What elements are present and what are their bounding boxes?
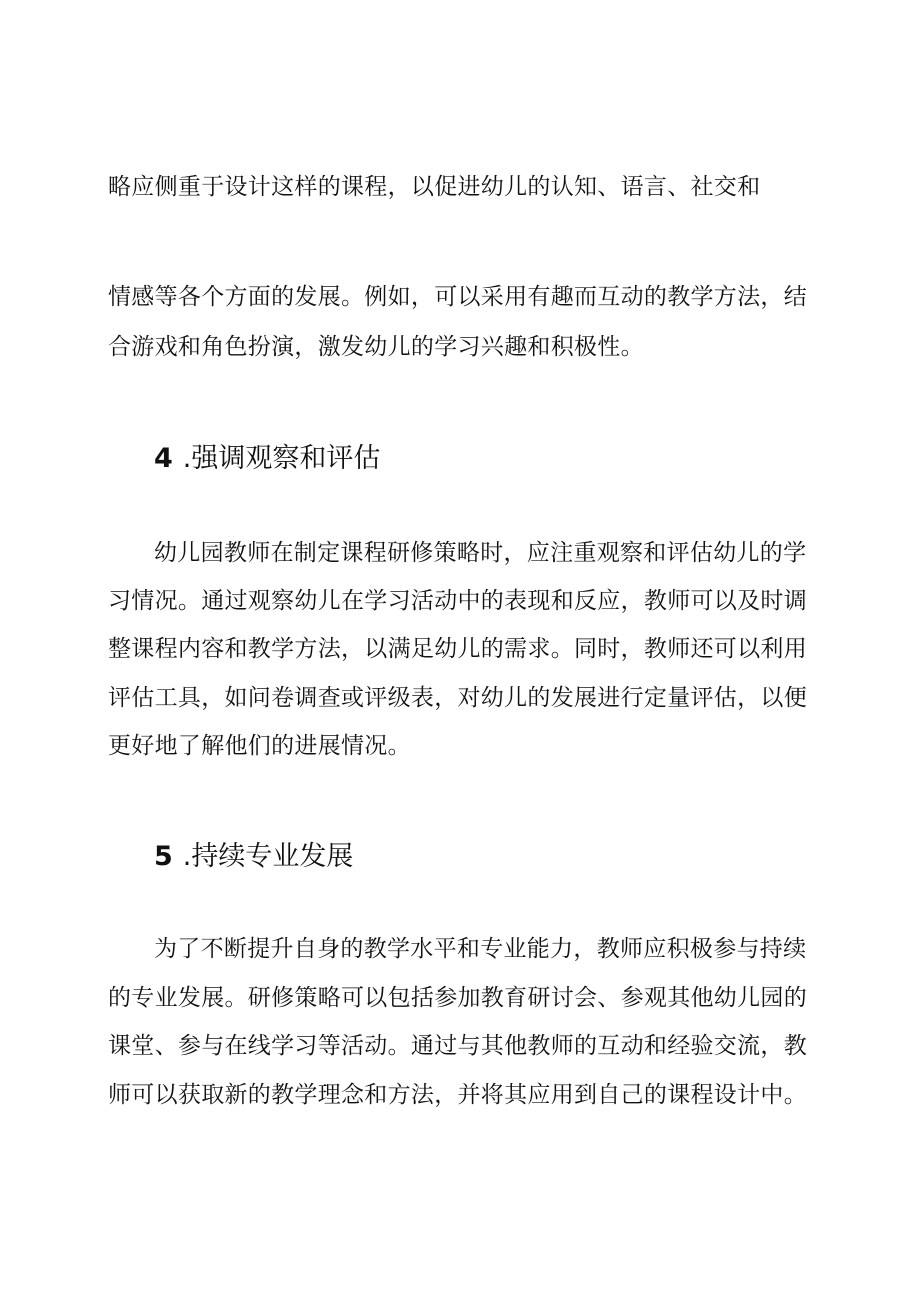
section-number: 5 xyxy=(154,841,173,872)
paragraph-line: 评估工具，如问卷调查或评级表，对幼儿的发展进行定量评估，以便 xyxy=(108,685,807,711)
section-heading-5 xyxy=(154,840,353,874)
paragraph-line: 习情况。通过观察幼儿在学习活动中的表现和反应，教师可以及时调 xyxy=(108,588,807,614)
paragraph-line: 为了不断提升自身的教学水平和专业能力，教师应积极参与持续 xyxy=(154,936,807,962)
paragraph-line: 合游戏和角色扮演，激发幼儿的学习兴趣和积极性。 xyxy=(108,334,644,360)
paragraph-line: 略应侧重于设计这样的课程，以促进幼儿的认知、语言、社交和 xyxy=(108,174,761,200)
paragraph-line: 更好地了解他们的进展情况。 xyxy=(108,733,411,759)
paragraph-line: 师可以获取新的教学理念和方法，并将其应用到自己的课程设计中。 xyxy=(108,1082,807,1108)
section-title: .持续专业发展 xyxy=(182,841,354,872)
section-title: .强调观察和评估 xyxy=(182,443,381,474)
paragraph-line: 课堂、参与在线学习等活动。通过与其他教师的互动和经验交流，教 xyxy=(108,1033,807,1059)
section-heading-4 xyxy=(154,442,380,476)
paragraph-line: 情感等各个方面的发展。例如，可以采用有趣而互动的教学方法，结 xyxy=(108,284,807,310)
paragraph-line: 幼儿园教师在制定课程研修策略时，应注重观察和评估幼儿的学 xyxy=(154,540,807,566)
paragraph-line: 整课程内容和教学方法，以满足幼儿的需求。同时，教师还可以利用 xyxy=(108,636,807,662)
section-number: 4 xyxy=(154,443,173,474)
paragraph-line: 的专业发展。研修策略可以包括参加教育研讨会、参观其他幼儿园的 xyxy=(108,985,807,1011)
